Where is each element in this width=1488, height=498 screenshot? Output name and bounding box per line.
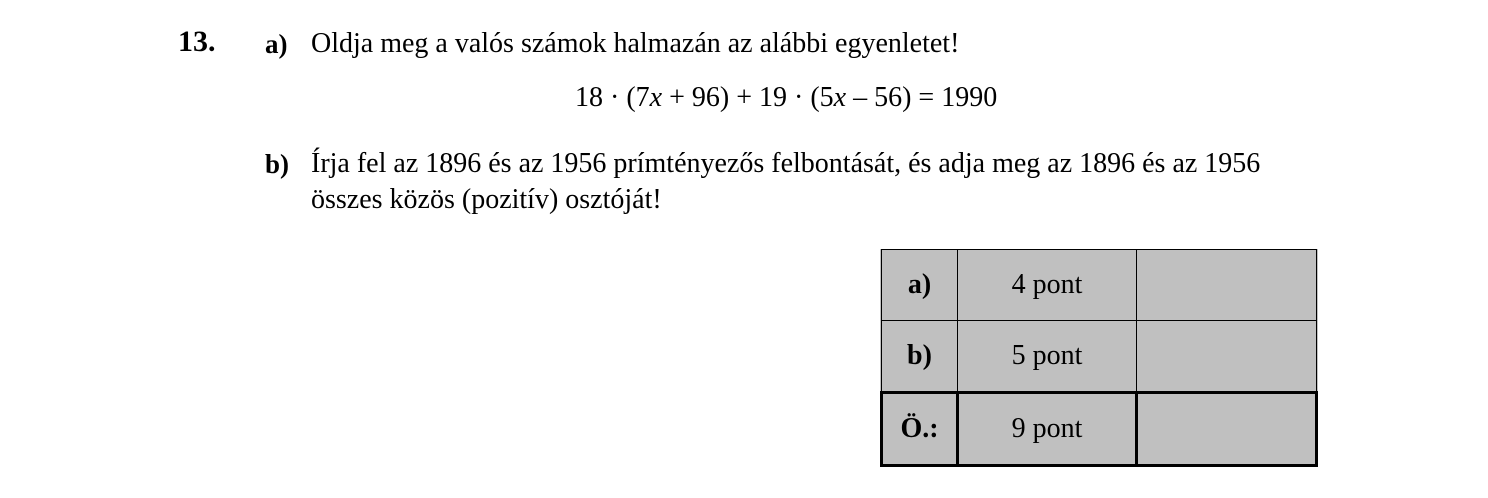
score-blank-b[interactable] [1137,321,1317,393]
score-label-a: a) [882,250,958,321]
score-blank-total[interactable] [1137,393,1317,466]
score-label-total: Ö.: [882,393,958,466]
part-a-label: a) [265,29,288,59]
score-row-total [882,393,1317,466]
problem-number: 13. [178,25,216,58]
score-blank-a[interactable] [1137,250,1317,321]
equation-variable-x1: x [649,82,663,113]
equation-part2: + 96) + 19 · (5 [662,82,834,113]
equation-variable-x2: x [833,82,847,113]
score-row-b [882,321,1317,393]
part-b-label: b) [265,149,290,179]
score-points-total: 9 pont [958,393,1137,466]
part-b-text-line1: Írja fel az 1896 és az 1956 prímtényezős felbontását, és adja meg az 1896 és az 1956 [311,148,1261,179]
equation [575,80,997,116]
score-row-a [882,250,1317,321]
part-b-text-line2: összes közös (pozitív) osztóját! [311,184,662,215]
part-a-text: Oldja meg a valós számok halmazán az alábbi egyenletet! [311,28,960,59]
equation-part3: – 56) = 1990 [846,82,998,113]
score-points-b: 5 pont [958,321,1137,393]
score-label-b: b) [882,321,958,393]
equation-part1: 18 · (7 [575,82,650,113]
score-table [880,249,1318,467]
score-points-a: 4 pont [958,250,1137,321]
